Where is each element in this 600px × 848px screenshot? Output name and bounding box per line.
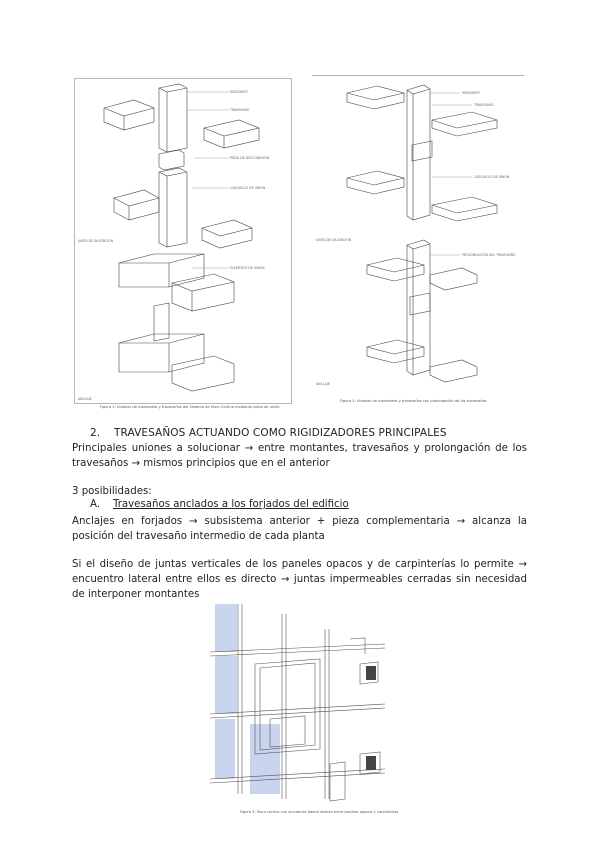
figure-1-drawing [74, 78, 292, 404]
paragraph-posibilidades: 3 posibilidades: [72, 486, 152, 497]
paragraph-uniones: Principales uniones a solucionar → entre montantes, travesaños y prolongación de los travesaños → mismos principios que en el anterior [72, 443, 527, 469]
figure-2-drawing [312, 75, 524, 399]
svg-text:ANCLAJE: ANCLAJE [316, 382, 330, 386]
section-heading [90, 427, 447, 439]
figure-2-caption: Figura 2: Uniones de montantes y travesaños con prolongación de los travesaños [340, 399, 487, 403]
figure-3-muro-cortina [210, 604, 390, 804]
figure-1-caption: Figura 1: Uniones de montantes y travesaños del Sistema de Muro Cortina mediante pieza de unión [100, 405, 280, 409]
svg-text:MONTANTE: MONTANTE [462, 91, 480, 95]
svg-text:ANCLAJE: ANCLAJE [78, 397, 92, 401]
paragraph-juntas: Si el diseño de juntas verticales de los paneles opacos y de carpinterías lo permite → encuentro lateral entre ellos es directo → juntas impermeables cerradas sin necesidad de interponer montantes [72, 559, 527, 600]
figure-3-caption: Figura 3: Muro cortina con encuentro lateral directo entre paneles opacos y carpinterías [240, 810, 399, 814]
svg-text:PROLONGACIÓN DEL TRAVESAÑO: PROLONGACIÓN DEL TRAVESAÑO [462, 253, 516, 257]
figure-1-montante-travesano [74, 78, 292, 404]
figure-3-drawing [210, 604, 390, 804]
svg-text:JUNTA DE DILATACIÓN: JUNTA DE DILATACIÓN [316, 238, 352, 242]
svg-text:PIEZA DE DESCONEXIÓN: PIEZA DE DESCONEXIÓN [230, 156, 270, 160]
svg-text:JUNTA DE DILATACIÓN: JUNTA DE DILATACIÓN [78, 239, 114, 243]
subitem-letter: A. [90, 499, 101, 510]
subitem-text: Travesaños anclados a los forjados del edificio [113, 499, 349, 510]
svg-text:ELEMENTO DE UNIÓN: ELEMENTO DE UNIÓN [230, 266, 265, 270]
svg-text:TRAVESAÑO: TRAVESAÑO [230, 108, 250, 112]
figure-2-prolongacion-travesanos [312, 75, 524, 399]
paragraph-anclajes: Anclajes en forjados → subsistema anterior + pieza complementaria → alcanza la posición del travesaño intermedio de cada planta [72, 516, 527, 542]
svg-text:CASQUILLO DE UNIÓN: CASQUILLO DE UNIÓN [230, 186, 266, 190]
section-title: TRAVESAÑOS ACTUANDO COMO RIGIDIZADORES PRINCIPALES [113, 427, 447, 439]
svg-text:CASQUILLO DE UNIÓN: CASQUILLO DE UNIÓN [474, 175, 510, 179]
section-number: 2. [90, 427, 101, 439]
svg-text:TRAVESAÑO: TRAVESAÑO [474, 103, 494, 107]
svg-text:MONTANTE: MONTANTE [230, 90, 248, 94]
subitem-a [90, 499, 349, 510]
